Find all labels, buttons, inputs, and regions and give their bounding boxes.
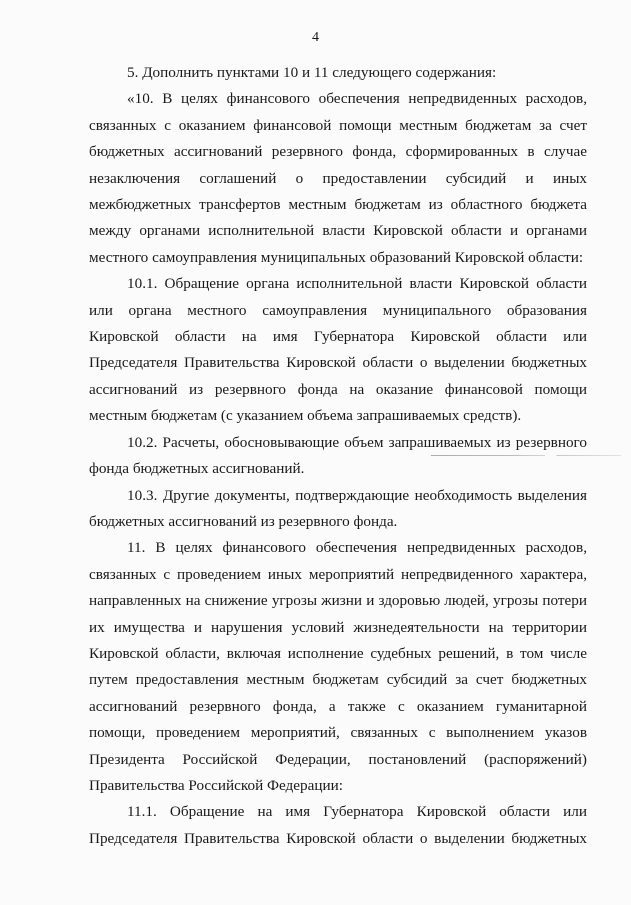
scan-artifact-line xyxy=(431,455,621,456)
paragraph-item-11-1: 11.1. Обращение на имя Губернатора Кировской области или Председателя Правительства Кировской области о выделении бюджетных xyxy=(89,803,587,847)
paragraph-item-10: «10. В целях финансового обеспечения непредвиденных расходов, связанных с оказанием финансовой помощи местным бюджетам за счет бюджетных ассигнований резервного фонда, сформированных в случае незаключения соглашений о предоставлении субсидий и иных межбюджетных трансфертов местным бюджетам из областного бюджета между органами исполнительной власти Кировской области и органами местного самоуправления муниципальных образований Кировской области: xyxy=(89,90,587,266)
page-number: 4 xyxy=(312,30,319,45)
paragraph-item-10-2: 10.2. Расчеты, обосновывающие объем запрашиваемых из резервного фонда бюджетных ассигнований. xyxy=(89,433,587,478)
document-body xyxy=(89,60,587,852)
paragraph-item-5: 5. Дополнить пунктами 10 и 11 следующего содержания: xyxy=(127,64,497,81)
paragraph-item-11: 11. В целях финансового обеспечения непредвиденных расходов, связанных с проведением иных мероприятий непредвиденного характера, направленных на снижение угрозы жизни и здоровью людей, угрозы потери их имущества и нарушения условий жизнедеятельности на территории Кировской области, включая исполнение судебных решений, в том числе путем предоставления местным бюджетам субсидий за счет бюджетных ассигнований резервного фонда, а также с оказанием гуманитарной помощи, проведением мероприятий, связанных с выполнением указов Президента Российской Федерации, постановлений (распоряжений) Правительства Российской Федерации: xyxy=(89,539,587,794)
paragraph-item-10-3: 10.3. Другие документы, подтверждающие необходимость выделения бюджетных ассигнований из резервного фонда. xyxy=(89,486,587,530)
paragraph-item-10-1: 10.1. Обращение органа исполнительной власти Кировской области или органа местного самоуправления муниципального образования Кировской области на имя Губернатора Кировской области или Председателя Правительства Кировской области о выделении бюджетных ассигнований из резервного фонда на оказание финансовой помощи местным бюджетам (с указанием объема запрашиваемых средств). xyxy=(89,275,587,425)
